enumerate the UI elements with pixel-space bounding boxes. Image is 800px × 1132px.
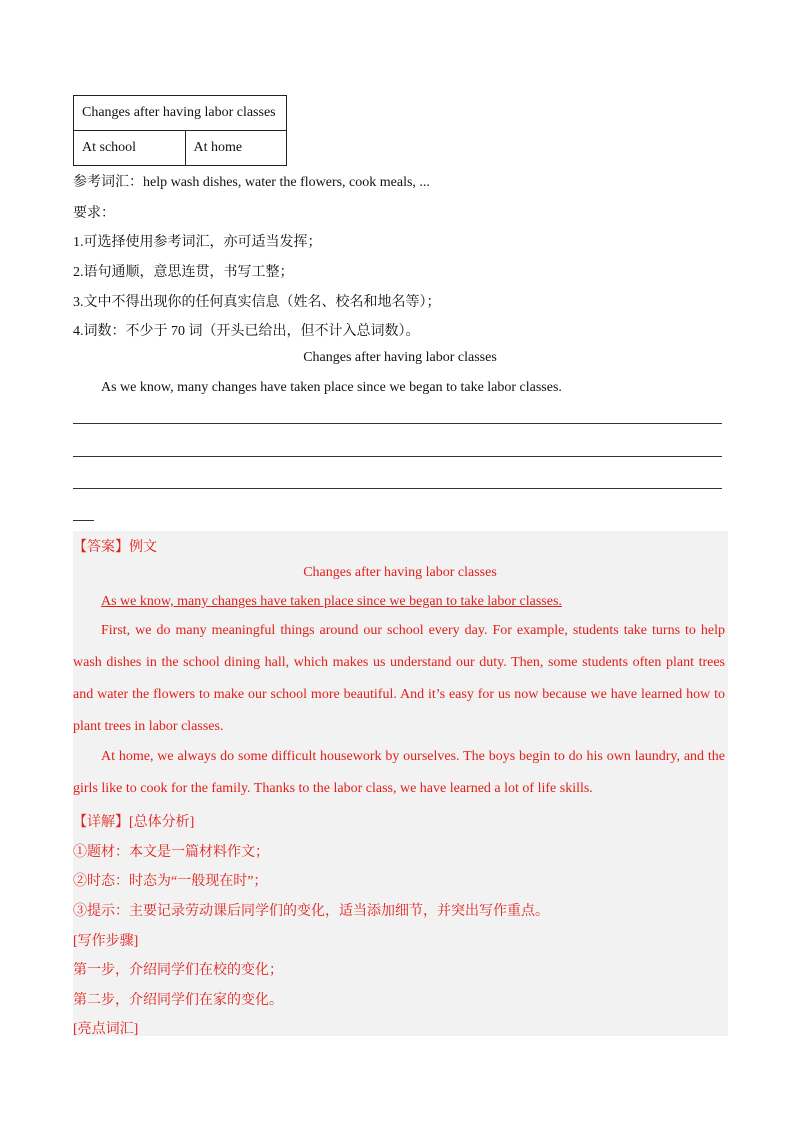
writing-line bbox=[73, 488, 722, 489]
table-cell-at-school: At school bbox=[74, 131, 186, 166]
answer-opening: As we know, many changes have taken place since we began to take labor classes. bbox=[101, 594, 562, 609]
essay-title: Changes after having labor classes bbox=[303, 350, 497, 365]
writing-line-short bbox=[73, 520, 94, 521]
requirements-label: 要求： bbox=[73, 206, 115, 221]
requirement-item: 2.语句通顺，意思连贯，书写工整； bbox=[73, 265, 294, 280]
step-item: 第一步，介绍同学们在校的变化； bbox=[73, 963, 283, 978]
answer-title: Changes after having labor classes bbox=[303, 565, 497, 580]
detail-item: ①题材：本文是一篇材料作文； bbox=[73, 845, 269, 860]
table-cell-at-home: At home bbox=[185, 131, 286, 166]
requirement-item: 1.可选择使用参考词汇，亦可适当发挥； bbox=[73, 235, 322, 250]
step-item: 第二步，介绍同学们在家的变化。 bbox=[73, 993, 283, 1008]
table-title-cell: Changes after having labor classes bbox=[74, 96, 287, 131]
requirement-item: 4.词数：不少于 70 词（开头已给出，但不计入总词数）。 bbox=[73, 324, 420, 339]
requirement-item: 3.文中不得出现你的任何真实信息（姓名、校名和地名等）； bbox=[73, 295, 441, 310]
steps-label: [写作步骤] bbox=[73, 934, 139, 949]
changes-table bbox=[73, 95, 287, 166]
writing-line bbox=[73, 423, 722, 424]
detail-label: 【详解】[总体分析] bbox=[73, 815, 195, 830]
detail-item: ②时态：时态为“一般现在时”； bbox=[73, 874, 268, 889]
detail-item: ③提示：主要记录劳动课后同学们的变化，适当添加细节，并突出写作重点。 bbox=[73, 904, 549, 919]
answer-label: 【答案】例文 bbox=[73, 540, 157, 555]
highlight-label: [亮点词汇] bbox=[73, 1022, 139, 1037]
reference-vocabulary: 参考词汇：help wash dishes, water the flowers, cook meals, ... bbox=[73, 175, 430, 190]
writing-line bbox=[73, 456, 722, 457]
answer-paragraph-2: At home, we always do some difficult housework by ourselves. The boys begin to do his own laundry, and the girls like to cook for the family. Thanks to the labor class, we have learned a lot of life skills. bbox=[73, 749, 725, 796]
essay-opening: As we know, many changes have taken place since we began to take labor classes. bbox=[101, 380, 562, 395]
answer-paragraph-1: First, we do many meaningful things around our school every day. For example, students take turns to help wash dishes in the school dining hall, which makes us understand our duty. Then, some students often plant trees and water the flowers to make our school more beautiful. And it’s easy for us now because we have learned how to plant trees in labor classes. bbox=[73, 623, 725, 734]
